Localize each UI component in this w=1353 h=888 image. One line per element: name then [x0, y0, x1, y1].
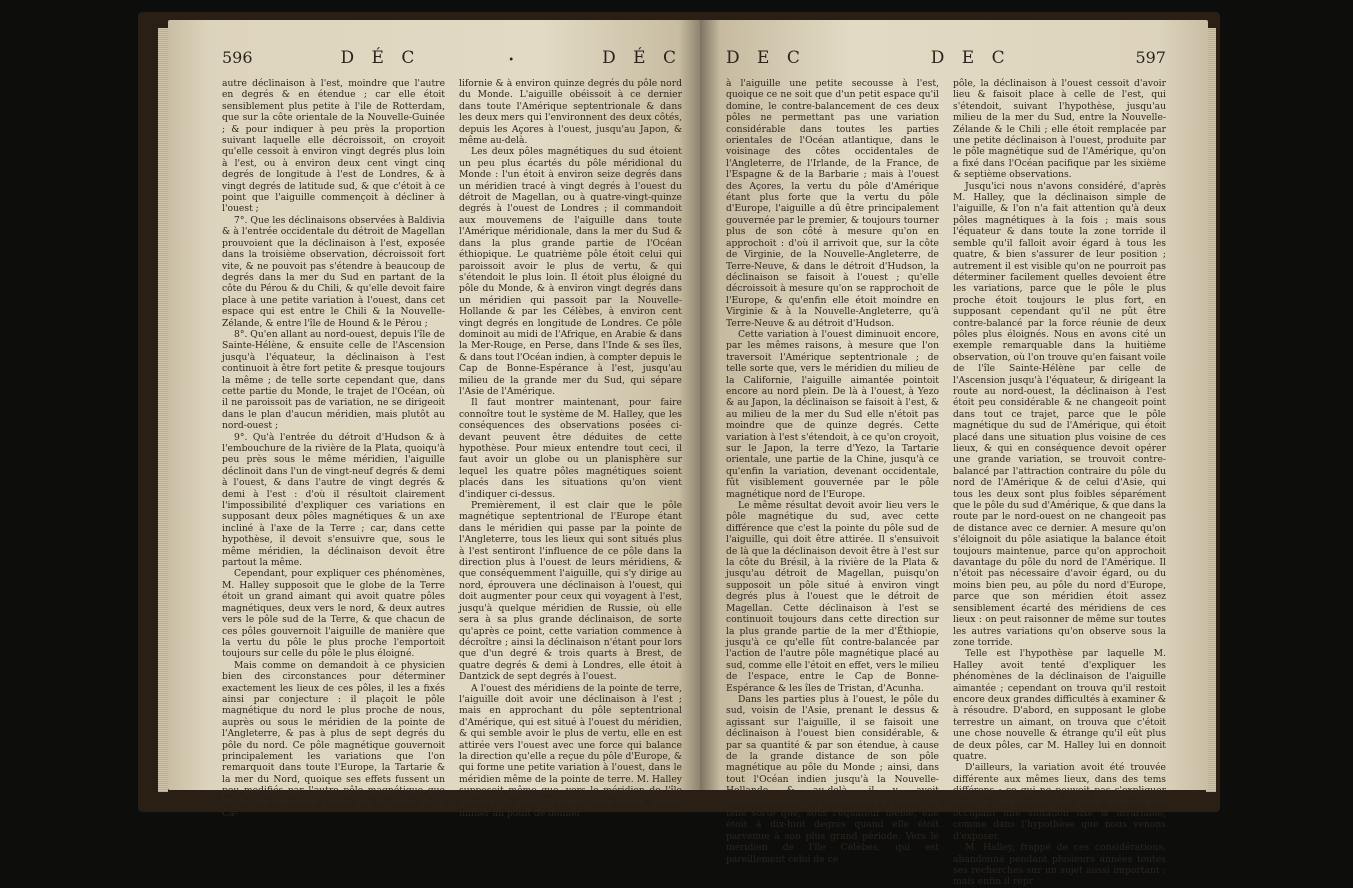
paragraph: Dans les parties plus à l'ouest, le pôle du sud, voisin de l'Asie, prenant le dessus & agissant sur l'aiguille, il se faisoit une déclinaison à l'ouest bien considérable, & par sa quantité & par son étendue, à cause de la grande distance de son pôle magnétique au pôle du Monde ; ainsi, dans tout l'Océan indien jusqu'à la Nouvelle-Hollande & au-delà, il y avoit continuellement une déclinaison à l'ouest, de telle sorte que, sous l'équateur même, elle étoit à dix-huit degrés quand elle étoit parvenue à son plus grand période. Vers le méridien de l'île Célèbes, qui est pareillement celui de ce — [726, 693, 939, 865]
paragraph: Les deux pôles magnétiques du sud étoient un peu plus écartés du pôle méridional du Monde : l'un étoit à environ seize degrés dans un méridien tracé à vingt degrés à l'ouest du détroit de Magellan, ou à quatre-vingt-quinze degrés à l'ouest de Londres ; il commandoit aux mouvemens de l'aiguille dans toute l'Amérique méridionale, dans la mer du Sud & dans la plus grande partie de l'Océan éthiopique. Le quatrième pôle étoit celui qui paroissoit avoir le plus de vertu, & qui s'étendoit le plus loin. Il étoit plus éloigné du pôle du Monde, & à environ vingt degrés dans un méridien qui passoit par la Nouvelle-Hollande & par les Célèbes, à environ cent vingt degrés en longitude de Londres. Ce pôle dominoit au midi de l'Afrique, en Arabie & dans la Mer-Rouge, en Perse, dans l'Inde & ses îles, & dans tout l'Océan indien, à compter depuis le Cap de Bonne-Espérance à l'est, jusqu'au milieu de la grande mer du Sud, qui sépare l'Asie de l'Amérique. — [459, 146, 682, 397]
paragraph: autre déclinaison à l'est, moindre que l'autre en degrés & en étendue ; car elle étoit sensiblement plus petite à l'ile de Rotterdam, que sur la côte orientale de la Nouvelle-Guinée ; & pour indiquer à peu près la proportion suivant laquelle elle décroissoit, on croyoit qu'elle cessoit à environ vingt degrés plus loin à l'est, ou à environ deux cent vingt cinq degrés de longitude à l'est de Londres, & à vingt degrés de latitude sud, & que c'étoit à ce point que l'aiguille commençoit à décliner à l'ouest ; — [222, 78, 445, 215]
paragraph: Premièrement, il est clair que le pôle magnétique septentrional de l'Europe étant dans le méridien qui passe par la pointe de l'Angleterre, tous les lieux qui sont situés plus à l'est sentiront l'influence de ce pôle dans la direction plus à l'ouest de leurs méridiens, & que conséquemment l'aiguille, qui s'y dirige au nord, éprouvera une déclinaison à l'ouest, qui doit augmenter pour ceux qui voyagent à l'est, jusqu'à quelque méridien de Russie, où elle sera à sa plus grande déclinaison, de sorte qu'après ce point, cette variation commence à décroître ; ainsi la déclinaison n'étant pour lors que d'un degré & trois quarts à Brest, de quatre degrés & demi à Londres, elle étoit à Dantzick de sept degrés à l'ouest. — [459, 500, 682, 683]
paragraph: Telle est l'hypothèse par laquelle M. Halley avoit tenté d'expliquer les phénomènes de la déclinaison de l'aiguille aimantée ; cependant on trouva qu'il restoit encore deux grandes difficultés à examiner & à résoudre. D'abord, en supposant le globe terrestre un aimant, on trouva que c'étoit une chose nouvelle & étrange qu'il eût plus de deux pôles, car M. Halley lui en donnoit quatre. — [953, 648, 1166, 762]
paragraph: 9°. Qu'à l'entrée du détroit d'Hudson & à l'embouchure de la rivière de la Plata, quoiqu'à peu près sous le même méridien, l'aiguille déclinoit dans l'un de vingt-neuf degrés & demi à l'ouest, & dans l'autre de vingt degrés & demi à l'est : d'où il résultoit clairement l'impossibilité d'expliquer ces variations en supposant deux pôles magnétiques & un axe incliné à l'axe de la Terre ; car, dans cette hypothèse, il devoit s'ensuivre que, sous le même méridien, la déclinaison devoit être partout la même. — [222, 431, 445, 569]
paragraph: D'ailleurs, la variation avoit été trouvée différente aux mêmes lieux, dans des tems différens ; ce qui ne pouvoit pas s'expliquer dans la supposition des pôles magnétiques occupant une situation fixe & invariable, comme dans l'hypothèse que nous venons d'exposer. — [953, 762, 1166, 842]
paragraph: M. Halley, frappé de ces considérations, abandonna pendant plusieurs années toutes ses recherches sur un sujet aussi important ; mais enfin il repr — [953, 842, 1166, 888]
paragraph: pôle, la déclinaison à l'ouest cessoit d'avoir lieu & faisoit place à celle de l'est, qui s'étendoit, suivant l'hypothèse, jusqu'au milieu de la mer du Sud, entre la Nouvelle-Zélande & le Chili ; elle étoit remplacée par une petite déclinaison à l'ouest, produite par le pôle magnétique sud de l'Amérique, qu'on a fixé dans l'Océan pacifique par les sixième & septième observations. — [953, 78, 1166, 181]
paragraph: Mais comme on demandoit à ce physicien bien des circonstances pour déterminer exactement les lieux de ces pôles, il les a fixés ainsi par conjecture : il plaçoit le pôle magnétique du nord le plus proche de nous, auprès ou sous le méridien de la pointe de l'Angleterre, & pas à plus de sept degrés du pôle du nord. Ce pôle magnétique gouvernoit principalement les variations que l'on remarquoit dans toute l'Europe, la Tartarie & la mer du Nord, quoique ses effets fussent un peu modifiés par l'autre pôle magnétique que M. Halley supposoit passer par le milieu de la Ca- — [222, 659, 445, 819]
running-head-title-2: D E C — [930, 48, 1011, 68]
running-head-title: D E C — [726, 48, 806, 68]
page-number: 597 — [1135, 48, 1166, 67]
ornament: • — [508, 55, 515, 66]
paragraph: Le même résultat devoit avoir lieu vers le pôle magnétique du sud, avec cette différence que c'est la pointe du pôle sud de l'aiguille, qui doit être attirée. Il s'ensuivoit de là que la déclinaison devoit être à l'est sur la côte du Brésil, à la rivière de la Plata & jusqu'au détroit de Magellan, puisqu'on supposoit un pôle situé à environ vingt degrés plus à l'ouest que le détroit de Magellan. Cette déclinaison à l'est se continuoit toujours dans cette direction sur la plus grande partie de la mer d'Éthiopie, jusqu'à ce qu'elle fût contre-balancée par l'action de l'autre pôle magnétique placé au sud, comme elle l'étoit en effet, vers le milieu de l'espace, entre le Cap de Bonne-Espérance & les îles de Tristan, d'Acunha. — [726, 500, 939, 694]
paragraph: Jusqu'ici nous n'avons considéré, d'après M. Halley, que la déclinaison simple de l'aiguille, & l'on n'a fait attention qu'à deux pôles magnétiques à la fois ; mais sous l'équateur & dans toute la zone torride il semble qu'il falloit avoir égard à tous les quatre, & bien s'assurer de leur position ; autrement il est visible qu'on ne pourroit pas déterminer facilement quelles devoient être les variations, parce que le pôle le plus proche étoit toujours le plus fort, en supposant cependant qu'il ne pût être contre-balancé par la force réunie de deux pôles plus éloignés. Nous en avons cité un exemple remarquable dans la huitième observation, où l'on trouve qu'en faisant voile de l'île Sainte-Hélène par celle de l'Ascension jusqu'à l'équateur, & dirigeant la route au nord-ouest, la déclinaison à l'est étoit peu considérable & ne changeoit point dans tout ce trajet, parce que le pôle magnétique du sud de l'Amérique, qui étoit placé dans une situation plus voisine de ces lieux, & qui en conséquence devoit opérer une grande variation, se trouvoit contre-balancé par l'attraction contraire du pôle du nord de l'Amérique & de celui d'Asie, qui tous les deux sont plus foibles séparément que le pôle du sud d'Amérique, & que dans la route par le nord-ouest on ne changeoit pas de distance avec ce dernier. A mesure qu'on s'éloignoit du pôle asiatique la balance étoit toujours maintenue, parce qu'on approchoit davantage du pôle du nord de l'Amérique. Il n'étoit pas nécessaire d'avoir égard, ou du moins bien peu, au pôle du nord d'Europe, parce que son méridien étoit assez sensiblement écarté des méridiens de ces lieux : on peut raisonner de même sur toutes les autres variations qu'on observe sous la zone torride. — [953, 180, 1166, 648]
paragraph: 8°. Qu'en allant au nord-ouest, depuis l'île de Sainte-Hélène, & ensuite celle de l'Ascension jusqu'à l'équateur, la déclinaison à l'est continuoit à être fort petite & presque toujours la même ; de telle sorte cependant que, dans cette partie du Monde, le trajet de l'Océan, où il ne paroissoit pas de variation, ne se dirigeoit dans le plan d'aucun méridien, mais plutôt au nord-ouest ; — [222, 328, 445, 432]
running-head — [222, 48, 682, 72]
paragraph: à l'aiguille une petite secousse à l'est, quoique ce ne soit que d'un petit espace qu'il domine, le contre-balancement de ces deux pôles ne permettant pas une variation considérable dans toutes les parties orientales de l'Océan atlantique, dans le voisinage des côtes occidentales de l'Angleterre, de l'Irlande, de la France, de l'Espagne & de la Barbarie ; mais à l'ouest des Açores, la vertu du pôle d'Amérique étant plus forte que la vertu du pôle d'Europe, l'aiguille a dû être principalement gouvernée par le premier, & toujours tourner plus de son côté à mesure qu'on en approchoit : d'où il arrivoit que, sur la côte de Virginie, de la Nouvelle-Angleterre, de Terre-Neuve, & dans le détroit d'Hudson, la déclinaison se faisoit à l'ouest ; qu'elle décroissoit à mesure qu'on se rapprochoit de l'Europe, & qu'enfin elle étoit moindre en Virginie & à la Nouvelle-Angleterre, qu'à Terre-Neuve & au détroit d'Hudson. — [726, 78, 939, 329]
paragraph: 7°. Que les déclinaisons observées à Baldivia & à l'entrée occidentale du détroit de Magellan prouvoient que la déclinaison à l'est, exposée dans la troisième observation, décroissoit fort vite, & ne pouvoit pas s'étendre à beaucoup de degrés dans la mer du Sud en partant de la côte du Pérou & du Chili, & qu'elle devoit faire place à une petite variation à l'ouest, dans cet espace qui est entre le Chili & la Nouvelle-Zélande, & entre l'île de Hound & le Pérou ; — [222, 214, 445, 329]
paragraph: A l'ouest des méridiens de la pointe de terre, l'aiguille doit avoir une déclinaison à l'est ; mais en approchant du pôle septentrional d'Amérique, qui est situé à l'ouest du méridien, & qui semble avoir le plus de vertu, elle en est attirée vers l'ouest avec une force qui balance la direction qu'elle a reçue du pôle d'Europe, & qui forme une petite variation à l'ouest, dans le méridien même de la pointe de terre. M. Halley supposoit même que, vers le méridien de l'île Tercère, le pôle d'Europe, plus voisin, devoit influer au point de donner — [459, 682, 682, 819]
page-number: 596 — [222, 48, 253, 67]
page-edge-left — [158, 28, 168, 792]
text-column-1 — [222, 78, 445, 819]
text-column-2 — [953, 78, 1166, 888]
text-column-1 — [726, 78, 939, 888]
running-head — [726, 48, 1166, 72]
text-column-2 — [459, 78, 682, 819]
paragraph: lifornie & à environ quinze degrés du pôle nord du Monde. L'aiguille obéissoit à ce dernier dans toute l'Amérique septentrionale & dans les deux mers qui l'environnent des deux côtés, depuis les Açores à l'ouest, jusqu'au Japon, & même au-delà. — [459, 78, 682, 147]
paragraph: Cette variation à l'ouest diminuoit encore, par les mêmes raisons, à mesure que l'on traversoit l'Amérique septentrionale ; de telle sorte que, vers le méridien du milieu de la Californie, l'aiguille aimantée pointoit encore au nord plein. De là à l'ouest, à Yezo & au Japon, la déclinaison se faisoit à l'est, & au milieu de la mer du Sud elle n'étoit pas moindre que de quinze degrés. Cette variation à l'est s'étendoit, à ce qu'on croyoit, sur le Japon, la terre d'Yezo, la Tartarie orientale, une partie de la Chine, jusqu'à ce qu'enfin la variation, devenant occidentale, fût visiblement gouvernée par le pôle magnétique nord de l'Europe. — [726, 328, 939, 500]
right-page — [700, 20, 1208, 888]
running-head-title: D É C — [340, 48, 421, 68]
paragraph: Cependant, pour expliquer ces phénomènes, M. Halley supposoit que le globe de la Terre étoit un grand aimant qui avoit quatre pôles magnétiques, deux vers le nord, & deux autres vers le pôle sud de la Terre, & que chacun de ces pôles gouvernoit l'aiguille de manière que la vertu du pôle le plus proche l'emportoit toujours sur celle du pôle le plus éloigné. — [222, 568, 445, 660]
left-page — [168, 20, 700, 819]
running-head-title-2: D É C — [602, 48, 682, 68]
paragraph: Il faut montrer maintenant, pour faire connoître tout le système de M. Halley, que les conséquences des observations posées ci-devant peuvent être déduites de cette hypothèse. Pour mieux entendre tout ceci, il faut avoir un globe ou un planisphère sur lequel les quatre pôles magnétiques soient placés dans les situations qu'on vient d'indiquer ci-dessus. — [459, 397, 682, 500]
